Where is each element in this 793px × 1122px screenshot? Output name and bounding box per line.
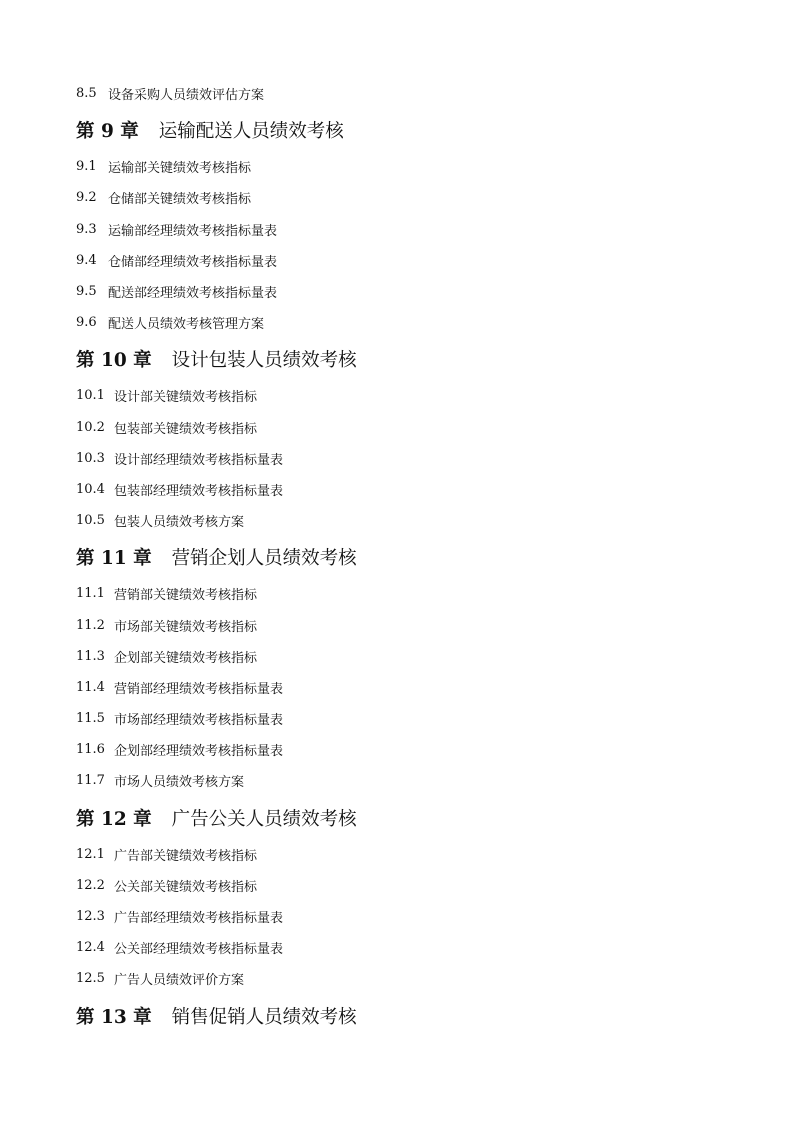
section-title: 企划部关键绩效考核指标 [114,650,258,666]
toc-section-9-2 [76,182,736,213]
section-title: 广告人员绩效评价方案 [114,973,245,989]
chapter-number: 第 10 章 [76,350,152,372]
chapter-number: 第 9 章 [76,121,139,143]
toc-section-11-6 [76,734,736,765]
chapter-title: 营销企划人员绩效考核 [171,548,357,570]
section-title: 市场部关键绩效考核指标 [114,619,258,635]
section-number: 9.3 [76,221,97,237]
toc-section-12-1 [76,839,736,870]
section-number: 12.3 [76,909,105,925]
toc-section-10-3 [76,443,736,474]
toc-section-12-2 [76,870,736,901]
toc-chapter-12 [76,797,736,839]
section-number: 10.2 [76,419,105,435]
toc-section-10-4 [76,474,736,505]
toc-section-9-3 [76,214,736,245]
section-title: 仓储部关键绩效考核指标 [108,192,252,208]
section-title: 设计部关键绩效考核指标 [114,390,258,406]
chapter-title: 广告公关人员绩效考核 [171,808,357,830]
toc-chapter-9 [76,109,736,151]
section-number: 10.3 [76,450,105,466]
chapter-number: 第 13 章 [76,1006,152,1028]
section-title: 广告部经理绩效考核指标量表 [114,911,284,927]
section-number: 9.5 [76,284,97,300]
section-number: 12.1 [76,846,105,862]
section-number: 8.5 [76,86,97,102]
section-number: 9.4 [76,252,97,268]
section-number: 11.1 [76,586,105,602]
toc-chapter-11 [76,536,736,578]
section-title: 企划部经理绩效考核指标量表 [114,744,284,760]
chapter-title: 运输配送人员绩效考核 [158,121,344,143]
section-number: 10.5 [76,513,105,529]
section-number: 11.5 [76,711,105,727]
toc-section-11-1 [76,578,736,609]
chapter-title: 设计包装人员绩效考核 [171,350,357,372]
section-title: 营销部关键绩效考核指标 [114,588,258,604]
section-number: 9.2 [76,190,97,206]
toc-section-9-4 [76,245,736,276]
toc-page [76,78,736,1037]
section-title: 公关部关键绩效考核指标 [114,879,258,895]
toc-section-11-2 [76,609,736,640]
toc-section-10-2 [76,412,736,443]
section-title: 运输部关键绩效考核指标 [108,161,252,177]
toc-section-12-5 [76,963,736,994]
toc-section-11-3 [76,641,736,672]
section-title: 包装部经理绩效考核指标量表 [114,483,284,499]
toc-section-9-6 [76,307,736,338]
chapter-number: 第 12 章 [76,808,152,830]
section-number: 9.6 [76,315,97,331]
toc-chapter-10 [76,338,736,380]
section-title: 包装部关键绩效考核指标 [114,421,258,437]
section-title: 广告部关键绩效考核指标 [114,848,258,864]
section-title: 公关部经理绩效考核指标量表 [114,942,284,958]
section-number: 9.1 [76,159,97,175]
toc-section-8-5 [76,78,736,109]
toc-section-11-5 [76,703,736,734]
section-number: 12.2 [76,877,105,893]
toc-section-11-4 [76,672,736,703]
toc-section-9-1 [76,151,736,182]
section-title: 设备采购人员绩效评估方案 [108,88,265,104]
section-title: 市场人员绩效考核方案 [114,775,245,791]
section-number: 10.4 [76,481,105,497]
section-number: 11.4 [76,679,105,695]
toc-section-11-7 [76,765,736,796]
section-title: 营销部经理绩效考核指标量表 [114,681,284,697]
section-number: 12.4 [76,940,105,956]
section-title: 包装人员绩效考核方案 [114,515,245,531]
toc-section-10-5 [76,505,736,536]
section-title: 仓储部经理绩效考核指标量表 [108,254,278,270]
toc-section-9-5 [76,276,736,307]
toc-chapter-13 [76,995,736,1037]
chapter-title: 销售促销人员绩效考核 [171,1006,357,1028]
toc-section-12-4 [76,932,736,963]
section-number: 11.6 [76,742,105,758]
toc-section-10-1 [76,380,736,411]
section-number: 11.2 [76,617,105,633]
chapter-number: 第 11 章 [76,548,152,570]
section-number: 11.7 [76,773,105,789]
section-number: 11.3 [76,648,105,664]
section-title: 市场部经理绩效考核指标量表 [114,713,284,729]
section-title: 设计部经理绩效考核指标量表 [114,452,284,468]
section-title: 配送部经理绩效考核指标量表 [108,286,278,302]
toc-section-12-3 [76,901,736,932]
section-number: 10.1 [76,388,105,404]
section-title: 运输部经理绩效考核指标量表 [108,223,278,239]
section-number: 12.5 [76,971,105,987]
section-title: 配送人员绩效考核管理方案 [108,317,265,333]
